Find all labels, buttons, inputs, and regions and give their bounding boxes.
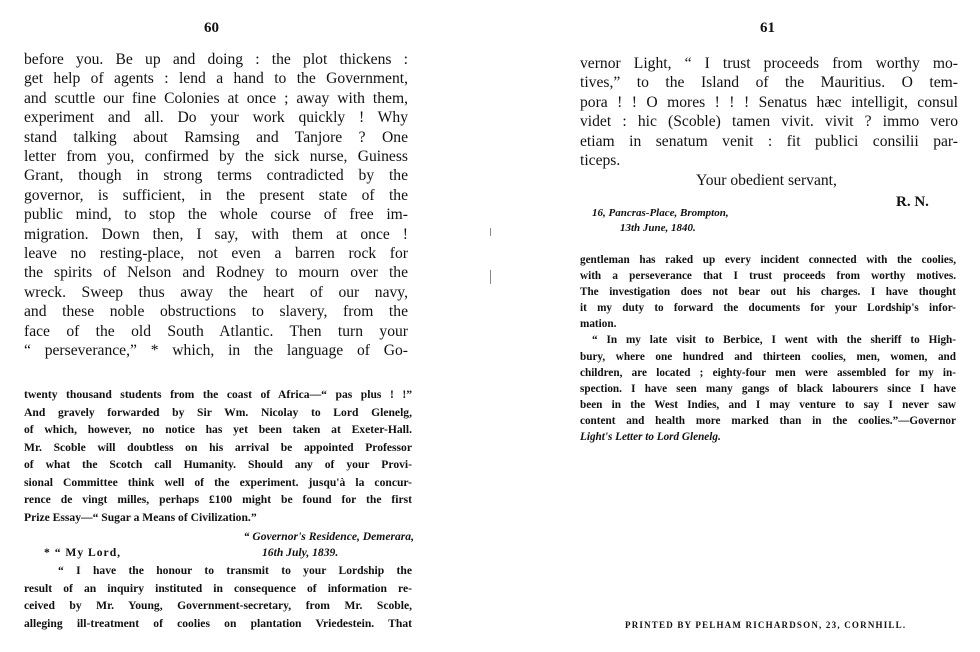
footnote-line: of what the Scotch call Humanity. Should any of your Provi- — [24, 458, 412, 471]
text-line: and these noble obstructions to slavery, from the — [24, 303, 408, 321]
text-line: etiam in senatum venit : fit publici consilii par- — [580, 132, 958, 150]
address-date: 13th June, 1840. — [620, 222, 696, 234]
footnote-line: Light's Letter to Lord Glenelg. — [580, 431, 721, 444]
closing-line: Your obedient servant, — [696, 172, 837, 189]
letter-address: “ Governor's Residence, Demerara, — [243, 530, 414, 543]
text-line: leave no resting-place, not even a barren rock for — [24, 245, 408, 263]
footnote-line: children, are located ; eighty-four men were assembled for my in- — [580, 366, 956, 379]
footnote-line: it my duty to forward the documents for your Lordship's infor- — [580, 302, 956, 315]
letter-body — [24, 562, 412, 632]
footnote-line: Mr. Scoble will doubtless on his arrival be appointed Professor — [24, 440, 412, 454]
text-line: pora ! ! O mores ! ! ! Senatus hæc intelligit, consul — [580, 93, 958, 111]
letter-line: result of an inquiry instituted in consequence of information re- — [24, 581, 412, 595]
text-line: Grant, though in strong terms contradicted by the — [24, 167, 408, 185]
footnote-line: The investigation does not bear out his charges. I have thought — [580, 286, 956, 299]
footnote-line: Prize Essay—“ Sugar a Means of Civilization.” — [24, 510, 257, 524]
letter-line: alleging ill-treatment of coolies on plantation Vriedestein. That — [24, 616, 412, 630]
page-number-left: 60 — [204, 20, 219, 36]
text-line: get help of agents : lend a hand to the Government, — [24, 70, 408, 88]
footnote-line: been in the West Indies, and I may venture to say I never saw — [580, 398, 956, 411]
footnote-line: with a perseverance that I trust proceeds from worthy motives. — [580, 270, 956, 283]
footnote-line: spection. I have seen many gangs of black labourers since I have — [580, 382, 956, 395]
footnote-line: content and health more marked than in the coolies.”—Governor — [580, 414, 956, 427]
text-line: governor, is sufficient, in the present state of the — [24, 186, 408, 204]
text-line: before you. Be up and doing : the plot thickens : — [24, 51, 408, 68]
signature: R. N. — [896, 194, 929, 210]
footnote-line: And gravely forwarded by Sir Wm. Nicolay to Lord Glenelg, — [24, 405, 412, 419]
text-line: migration. Down then, I say, with them at once ! — [24, 225, 408, 243]
letter-heading — [44, 546, 414, 559]
footnote-line: sional Committee think well of the experiment. jusqu'à la concur- — [24, 475, 412, 489]
footnote-line: rence de vingt milles, perhaps £100 might be found for the first — [24, 493, 412, 506]
right-body-text — [580, 54, 958, 170]
gutter-mark — [490, 228, 491, 236]
printer-imprint: PRINTED BY PELHAM RICHARDSON, 23, CORNHILL. — [625, 620, 907, 630]
address-block — [592, 206, 729, 236]
text-line: stand talking about Ramsing and Tanjore ? One — [24, 128, 408, 146]
text-line: face of the old South Atlantic. Then turn your — [24, 322, 408, 340]
footnote-line: twenty thousand students from the coast of Africa—“ pas plus ! !” — [24, 388, 412, 401]
footnote-line: “ In my late visit to Berbice, I went with the sheriff to High- — [592, 334, 956, 347]
text-line: and scuttle our fine Colonies at once ; away with them, — [24, 89, 408, 107]
text-line: videt : hic (Scoble) tamen vivit. vivit ? immo vero — [580, 113, 958, 131]
text-line: ticeps. — [580, 152, 621, 170]
letter-date: 16th July, 1839. — [262, 546, 339, 559]
text-line: tives,” to the Island of the Mauritius. O tem- — [580, 74, 958, 92]
left-body-text — [24, 50, 408, 361]
text-line: letter from you, confirmed by the sick nurse, Guiness — [24, 148, 408, 166]
footnote-line: gentleman has raked up every incident connected with the coolies, — [580, 254, 956, 266]
gutter-mark — [490, 270, 491, 284]
text-line: wreck. Sweep thus away the heart of our navy, — [24, 283, 408, 301]
text-line: vernor Light, “ I trust proceeds from worthy mo- — [580, 55, 958, 72]
letter-line: “ I have the honour to transmit to your Lordship the — [58, 564, 412, 577]
footnote-line: of which, however, no notice has yet been taken at Exeter-Hall. — [24, 423, 412, 436]
footnote-line: mation. — [580, 318, 617, 331]
text-line: “ perseverance,” * which, in the language of Go- — [24, 342, 408, 360]
left-footnote — [24, 386, 412, 526]
footnote-line: bury, where one hundred and thirteen coolies, men, women, and — [580, 350, 956, 363]
letter-line: ceived by Mr. Young, Government-secretary, from Mr. Scoble, — [24, 599, 412, 612]
text-line: the spirits of Nelson and Rodney to mourn over the — [24, 264, 408, 282]
text-line: public mind, to stop the whole course of free im- — [24, 206, 408, 224]
text-line: experiment and all. Do your work quickly ! Why — [24, 109, 408, 127]
page-number-right: 61 — [760, 20, 775, 36]
right-footnote — [580, 252, 956, 445]
address-line: 16, Pancras-Place, Brompton, — [592, 207, 729, 219]
letter-salutation: * “ My Lord, — [44, 546, 122, 559]
